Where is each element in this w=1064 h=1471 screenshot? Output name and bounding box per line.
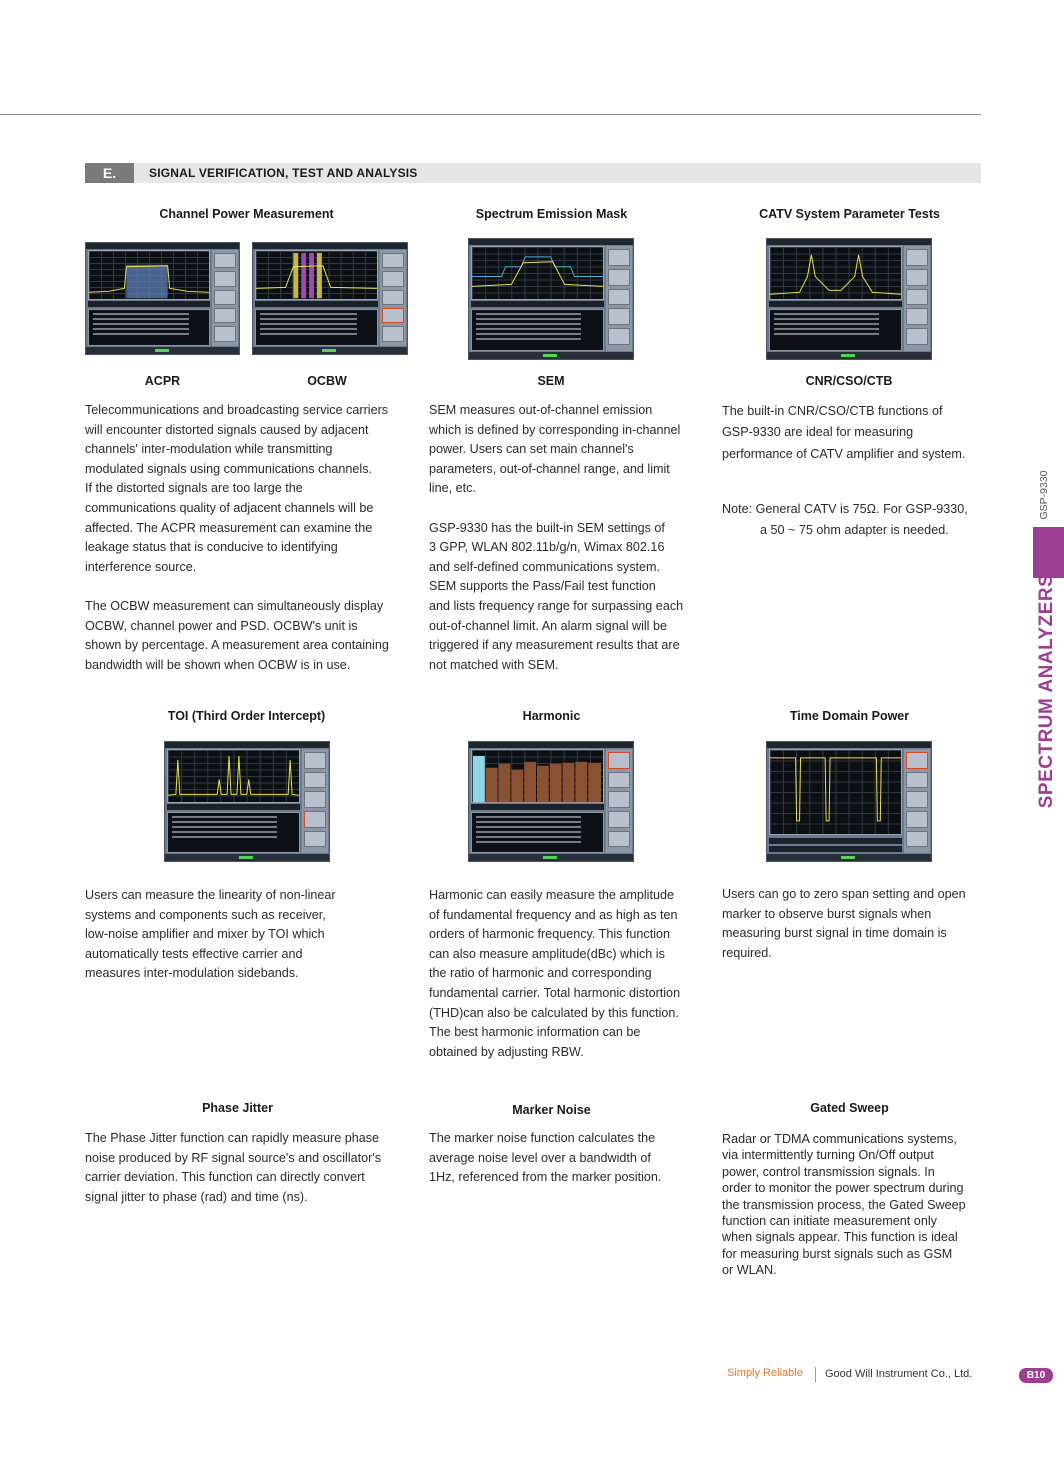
time-domain-screenshot xyxy=(766,741,932,862)
cnr-description: The built-in CNR/CSO/CTB functions of GSP-9330 are ideal for measuring performance of CATV amplifier and system. xyxy=(722,404,966,461)
caption-cnr: CNR/CSO/CTB xyxy=(805,374,893,388)
phase-jitter-description: The Phase Jitter function can rapidly measure phase noise produced by RF signal source's and oscillator's carrier deviation. This function can directly convert signal jitter to phase (rad) and time (ns). xyxy=(85,1131,382,1204)
footer-slogan: Simply Reliable xyxy=(727,1367,803,1379)
caption-ocbw: OCBW xyxy=(307,374,347,388)
catv-screenshot xyxy=(766,238,932,360)
toi-screenshot xyxy=(164,741,330,862)
marker-noise-description: The marker noise function calculates the average noise level over a bandwidth of 1Hz, referenced from the marker position. xyxy=(429,1131,662,1185)
heading-time-domain: Time Domain Power xyxy=(789,709,910,723)
acpr-description: Telecommunications and broadcasting service carriers will encounter distorted signals caused by adjacent channels' inter-modulation while transmitting modulated signals using communications channels. If the distorted signals are too large the communications quality of adjacent channels will be affected. The ACPR measurement can examine the leakage status that is conducive to identifying interference source. The OCBW measurement can simultaneously display OCBW, channel power and PSD. OCBW's unit is shown by percentage. A measurement area containing bandwidth will be shown when OCBW is in use. xyxy=(85,403,389,672)
heading-phase-jitter: Phase Jitter xyxy=(202,1101,273,1115)
heading-marker-noise: Marker Noise xyxy=(512,1103,591,1117)
page-number-badge: B10 xyxy=(1019,1368,1053,1383)
heading-gated-sweep: Gated Sweep xyxy=(810,1101,889,1115)
heading-catv: CATV System Parameter Tests xyxy=(759,207,940,221)
section-title: SIGNAL VERIFICATION, TEST AND ANALYSIS xyxy=(149,166,418,180)
ocbw-screenshot xyxy=(252,242,408,355)
heading-sem: Spectrum Emission Mask xyxy=(475,207,628,221)
footer-company: Good Will Instrument Co., Ltd. xyxy=(825,1368,973,1380)
heading-toi: TOI (Third Order Intercept) xyxy=(167,709,326,723)
gated-sweep-description: Radar or TDMA communications systems, via intermittently turning On/Off output power, control transmission signals. In order to monitor the power spectrum during the transmission process, the Gated Sweep function can initiate measurement only when signals appear. This function is ideal for measuring burst signals such as GSM or WLAN. xyxy=(722,1132,966,1278)
acpr-screenshot xyxy=(85,242,240,355)
side-color-block xyxy=(1033,527,1064,578)
top-rule xyxy=(0,114,981,115)
harmonic-description: Harmonic can easily measure the amplitude of fundamental frequency and as high as ten orders of harmonic frequency. This function can also measure amplitude(dBc) which is the ratio of harmonic and corresponding fundamental carrier. Total harmonic distortion (THD)can also be calculated by this function. The best harmonic information can be obtained by adjusting RBW. xyxy=(429,888,681,1059)
caption-acpr: ACPR xyxy=(144,374,181,388)
footer-separator xyxy=(815,1367,816,1382)
caption-sem: SEM xyxy=(537,374,565,388)
sem-description: SEM measures out-of-channel emission which is defined by corresponding in-channel power. Users can set main channel's parameters, out-of-channel range, and limit line, etc. GSP-9330 has the built-in SEM settings of 3 GPP, WLAN 802.11b/g/n, Wimax 802.16 and self-defined communications system. SEM supports the Pass/Fail test function and lists frequency range for surpassing each out-of-channel limit. An alarm signal will be triggered if any measurement results that are not matched with SEM. xyxy=(429,403,684,672)
section-letter: E. xyxy=(85,163,134,183)
heading-channel-power: Channel Power Measurement xyxy=(159,207,334,221)
side-model-label: GSP-9330 xyxy=(1038,470,1050,520)
time-domain-description: Users can go to zero span setting and open marker to observe burst signals when measuring burst signal in time domain is required. xyxy=(722,887,966,960)
sem-screenshot xyxy=(468,238,634,360)
heading-harmonic: Harmonic xyxy=(522,709,581,723)
catv-note: Note: General CATV is 75Ω. For GSP-9330, a 50 ~ 75 ohm adapter is needed. xyxy=(722,502,968,538)
side-category-label: SPECTRUM ANALYZERS xyxy=(1036,573,1057,809)
harmonic-screenshot xyxy=(468,741,634,862)
toi-description: Users can measure the linearity of non-linear systems and components such as receiver, low-noise amplifier and mixer by TOI which automatically tests effective carrier and measures inter-modulation sidebands. xyxy=(85,888,336,981)
